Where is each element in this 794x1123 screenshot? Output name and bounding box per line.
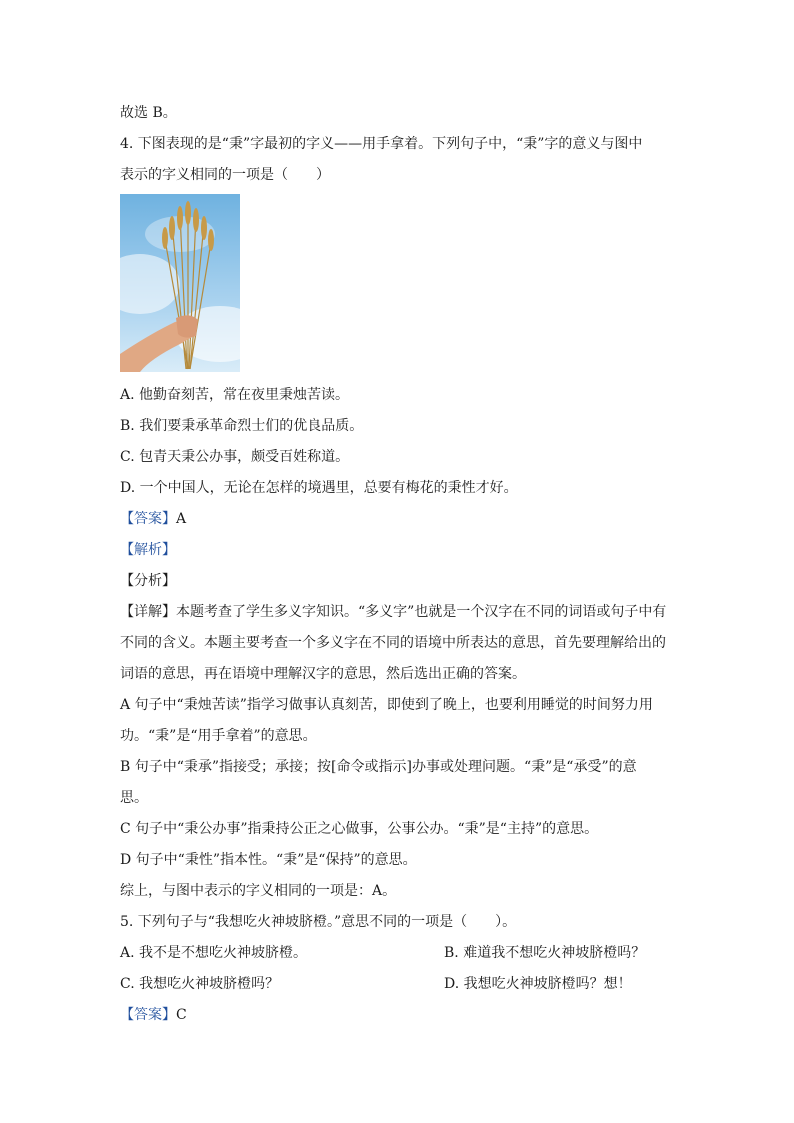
answer-tag: 【答案】	[120, 511, 176, 527]
option-b: B. 我们要秉承革命烈士们的优良品质。	[120, 418, 364, 434]
q5-option-d: D. 我想吃火神坡脐橙吗？想！	[444, 976, 632, 992]
detail-line-3: 词语的意思，再在语境中理解汉字的意思，然后选出正确的答案。	[120, 666, 526, 682]
summary: 综上，与图中表示的字义相同的一项是：A。	[120, 883, 397, 899]
option-d: D. 一个中国人，无论在怎样的境遇里，总要有梅花的秉性才好。	[120, 480, 518, 496]
answer-tag-2: 【答案】	[120, 1007, 176, 1023]
detail-line-2: 不同的含义。本题主要考查一个多义字在不同的语境中所表达的意思，首先要理解给出的	[120, 635, 666, 651]
option-a: A. 他勤奋刻苦，常在夜里秉烛苦读。	[120, 387, 350, 403]
detail-tag: 【详解】	[120, 604, 176, 620]
option-c: C. 包青天秉公办事，颇受百姓称道。	[120, 449, 350, 465]
fenxi-tag: 【分析】	[120, 573, 176, 589]
explain-d: D 句子中“秉性”指本性。“秉”是“保持”的意思。	[120, 852, 417, 868]
answer-value: A	[176, 511, 187, 527]
explain-c: C 句子中“秉公办事”指秉持公正之心做事，公事公办。“秉”是“主持”的意思。	[120, 821, 599, 837]
question-5-stem: 5. 下列句子与“我想吃火神坡脐橙。”意思不同的一项是（ ）。	[120, 914, 517, 930]
explain-a-1: A 句子中“秉烛苦读”指学习做事认真刻苦，即使到了晚上，也要利用睡觉的时间努力用	[120, 697, 653, 713]
detail-line-1	[120, 602, 666, 622]
wheat-in-hand-image	[120, 194, 240, 372]
answer-line-2	[120, 1005, 187, 1025]
question-4-stem: 4. 下图表现的是“秉”字最初的字义——用手拿着。下列句子中，“秉”字的意义与图中	[120, 136, 643, 152]
explain-b-2: 思。	[120, 790, 148, 806]
q5-option-b: B. 难道我不想吃火神坡脐橙吗？	[444, 945, 646, 961]
explain-b-1: B 句子中“秉承”指接受；承接；按[命令或指示]办事或处理问题。“秉”是“承受”的意	[120, 759, 637, 775]
question-4-stem-cont: 表示的字义相同的一项是（ ）	[120, 167, 330, 183]
text-line: 故选 B。	[120, 105, 177, 121]
analysis-tag: 【解析】	[120, 542, 176, 558]
answer-line	[120, 509, 186, 529]
q5-option-c: C. 我想吃火神坡脐橙吗？	[120, 976, 280, 992]
explain-a-2: 功。“秉”是“用手拿着”的意思。	[120, 728, 317, 744]
detail-text: 本题考查了学生多义字知识。“多义字”也就是一个汉字在不同的词语或句子中有	[176, 604, 667, 620]
q5-option-a: A. 我不是不想吃火神坡脐橙。	[120, 945, 308, 961]
answer-value-2: C	[176, 1007, 187, 1023]
